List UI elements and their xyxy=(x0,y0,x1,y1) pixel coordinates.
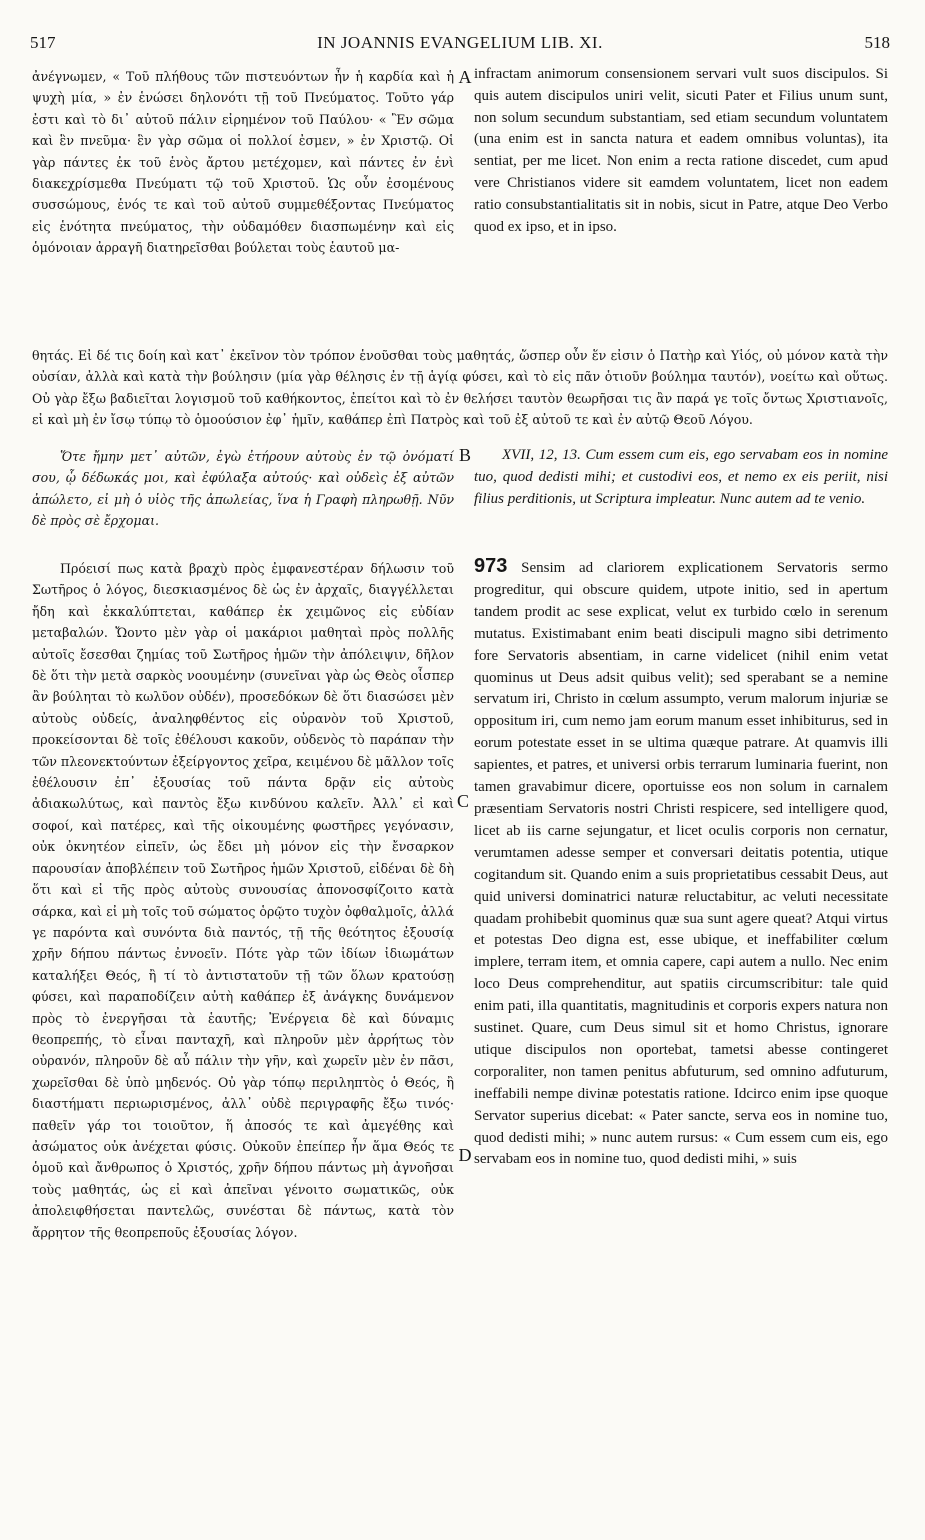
latin-column-upper xyxy=(474,64,888,344)
latin-paragraph-3-text: Sensim ad clariorem explicationem Servatoris sermo progreditur, qui obscure quidem, utpote initio, sed in apertum tandem prodit ac sese explicat, velut ex turbido cœlo in serenum mutatus. Existimabant enim beati discipuli magno sibi detrimento fore Servatoris absentiam, in carne videlicet (nihil enim vetat quominus ut Deus adsit quibus velit); sed sperabant se a nemine servatum iri, Christo in cœlum assumpto, verum malorum injuriæ se oppositum iri, cum nemo jam eorum manum esset inhibiturus, sed in eorum potestate esset in se ultima quæque patrare. At quamvis illi sapientes, et patres, et universi orbis terrarum luminaria fuerint, non tamen gravabimur dicere, oportuisse eos non solum in carnalem præsentiam Servatoris nostri Christi respicere, sed intelligere quod, licet ab iis carne sejungatur, et licet oculis corporis non cernatur, verumtamen adesse semper et conversari deitatis potentia, utique cogitandum sit. Quando enim a suis proprietatibus cessabit Deus, aut quid universi dominatrici naturæ reluctabitur, ac veluti necessitate quadam prohibebit quominus quæ sua sunt agere queat? Atqui virtus et potestas Deo digna est, esse ubique, et ineffabiliter cœlum implere, terram item, et omnia capere, capi autem a nullo. Nec enim loco Deus comprehenditur, aut spatiis circumscribitur: tale quid enim pati, illa quantitatis, magnitudinis et corporis expers natura non sustinet. Quare, cum Deus simul sit et homo Christus, ignorare utique discipulos non oportebat, tametsi abesse contingeret corporaliter, non tamen penitus abfuturum, sed omnino adfuturum, ineffabili nempe divinæ potestatis ratione. Idcirco enim ipse quoque Servator superius dicebat: « Pater sancte, serva eos in nomine tuo, quod dedisti mihi; » nunc autem rursus: « Cum essem cum eis, ego servabam eos in nomine tuo, quod dedisti mihi, » suis xyxy=(474,560,888,1168)
latin-paragraph-3 xyxy=(474,556,888,1171)
latin-commentary xyxy=(474,556,888,1504)
greek-paragraph-3: Πρόεισί πως κατὰ βραχὺ πρὸς ἐμφανεστέραν δήλωσιν τοῦ Σωτῆρος ὁ λόγος, διεσκιασμένος δὲ ὡς ἐν ἀρχαῖς, διαγγέλλεται ἤδη καὶ ἐκκαλύπτεται, καθάπερ ἐκ χειμῶνος εἰς εὐδίαν μεταβαλών. Ὤοντο μὲν γὰρ οἱ μακάριοι μαθηταὶ πρὸς πολλῆς αὐτοῖς ἔσεσθαι ζημίας τοῦ Σωτῆρος ἡμῶν τὴν ἀπόλειψιν, δῆλον δὲ ὅτι τὴν μετὰ σαρκὸς νοουμένην (συνεῖναι γὰρ ὡς Θεὸς οἷσπερ ἂν βούληται τὸ κωλῦον οὐδέν), προσεδόκων δὲ ὅτι διασώσει μὲν αὐτοὺς οὐδείς, ἀναληφθέντος εἰς οὐρανὸν τοῦ Χριστοῦ, προκείσονται δὲ τοῖς ἐθέλουσι κακοῦν, οὐδενὸς τὸ παράπαν τὴν τῶν πλεονεκτούντων ἐξείργοντος χεῖρα, κειμένου δὲ μᾶλλον τοῖς ἐθέλουσιν ἐπ᾿ ἐξουσίας τοῦ πάντα δρᾷν εἰς αὐτοὺς ἀδιακωλύτως, καὶ παντὸς ἔξω κινδύνου καλεῖν. Ἀλλ᾿ εἰ καὶ σοφοί, καὶ πατέρες, καὶ τῆς οἰκουμένης φωστῆρες γεγόνασιν, οὐκ ὀκνητέον εἰπεῖν, ὡς ἔδει μὴ μόνον εἰς τὴν ἔνσαρκον παρουσίαν ἀποβλέπειν τοῦ Σωτῆρος ἡμῶν Χριστοῦ, εἰδέναι δὲ δὴ ὅτι καὶ εἰ τῆς πρὸς αὐτοὺς συνουσίας ἀπονοσφίζοιτο κατὰ σάρκα, καὶ εἰ μὴ τοῖς τοῦ σώματος ὁρῷτο τυχὸν ὀφθαλμοῖς, ἀλλά γε παρόντα καὶ συνόντα διὰ παντός, τῇ τῆς θεότητος ἐξουσίᾳ χρῆν δήπου πάντως ἐννοεῖν. Πότε γὰρ τῶν ἰδίων ἰδιωμάτων καταλήξει Θεός, ἢ τί τὸ ἀντιστατοῦν τῇ τῶν ὅλων κρατούσῃ φύσει, καὶ παραποδίζειν αὐτὴ καθάπερ ἐξ ἀνάγκης δυνάμενον πρὸς τὸ ἐνεργῆσαι τὰ ἑαυτῆς; Ἐνέργεια δὲ καὶ δύναμις θεοπρεπής, τὸ εἶναι πανταχῆ, καὶ πληροῦν μὲν ἀρρήτως τὸν οὐρανόν, πληροῦν δὲ αὖ πάλιν τὴν γῆν, καὶ χωρεῖν μὲν ἐν πᾶσι, χωρεῖσθαι δὲ ὑπὸ μηδενός. Οὐ γὰρ τόπῳ περιληπτὸς ὁ Θεός, ἢ διαστήματι περιωρισμένος, ἀλλ᾿ οὐδὲ περιγραφῆς ἔξω τινός· παθεῖν γάρ τοι τοιοῦτον, ἥ ἀποσός τε καὶ ἀμεγέθης καὶ ἀσώματος οὐκ ἀνέχεται φύσις. Οὐκοῦν ἐπείπερ ἦν ἅμα Θεός τε ὁμοῦ καὶ ἄνθρωπος ὁ Χριστός, χρῆν δήπου πάντως μὴ ἀγνοῆσαι τοὺς μαθητάς, ὡς εἰ καὶ ἀπεῖναι γένοιτο σωματικῶς, οὐκ ἀπολειφθήσεται παντελῶς, συνέσται δὲ πάντως, κατὰ τὸν ἄρρητον τῆς θεοπρεποῦς ἐξουσίας λόγον. xyxy=(32,561,454,1240)
full-width-block xyxy=(32,345,888,443)
greek-commentary xyxy=(32,558,454,1498)
greek-lemma-text: Ὅτε ἤμην μετ᾿ αὐτῶν, ἐγὼ ἐτήρουν αὐτοὺς ἐν τῷ ὀνόματί σου, ᾧ δέδωκάς μοι, καὶ ἐφύλαξα αὐτούς· καὶ οὐδεὶς ἐξ αὐτῶν ἀπώλετο, εἰ μὴ ὁ υἱὸς τῆς ἀπωλείας, ἵνα ἡ Γραφὴ πληρωθῇ. Νῦν δὲ πρὸς σὲ ἔρχομαι. xyxy=(32,449,454,529)
latin-paragraph-1: infractam animorum consensionem servari vult suos discipulos. Si quis autem discipulos uniri velit, sicuti Pater et Filius unum sunt, non solum secundum substantiam, sed etiam secundum voluntatem (una enim est in sancta natura et eadem omnibus voluntas), ita sentiat, per me licet. Non enim a recta ratione discedet, cum apud vere Christianos videre sit eamdem voluntatem, licet non eadem ratio consubstantialitatis sit in nobis, sicut in Patre, atque Deo Verbo quod ex ipso, et in ipso. xyxy=(474,66,888,235)
latin-lemma xyxy=(474,444,888,536)
section-number: 973 xyxy=(474,556,508,577)
left-page-number: 517 xyxy=(30,33,56,52)
greek-column-upper xyxy=(32,66,454,342)
right-page-number: 518 xyxy=(864,33,890,52)
full-width-paragraph: θητάς. Εἰ δέ τις δοίη καὶ κατ᾿ ἐκεῖνον τὸν τρόπον ἑνοῦσθαι τοὺς μαθητάς, ὥσπερ οὖν ἕν εἰσιν ὁ Πατὴρ καὶ Υἱός, οὐ μόνον κατὰ τὴν οὐσίαν, ἀλλὰ καὶ κατὰ τὴν βούλησιν (μία γὰρ θέλησις ἐν τῇ ἁγίᾳ φύσει, καὶ τὸ εἰς πᾶν ὁτιοῦν βούλημα ταυτόν), νοείτω καὶ οὕτως. Οὐ γὰρ ἔξω βαδιεῖται λογισμοῦ τοῦ καθήκοντος, ἐπείτοι καὶ τὸ ἐν θελήσει ταυτὸν θεωρῆσαι τις ἂν παρά γε τοῖς ὄντως Χριστιανοῖς, εἰ καὶ μὴ ἐν ἴσῳ τύπῳ τὸ ὁμοούσιον ἐφ᾿ ἡμῖν, καθάπερ ἐπὶ Πατρὸς καὶ τοῦ ἐξ αὐτοῦ τε καὶ ἐν αὐτῷ Θεοῦ Λόγου. xyxy=(32,348,888,428)
margin-letter-d: D xyxy=(458,1145,472,1165)
running-header xyxy=(30,33,890,59)
greek-paragraph-1: ἀνέγνωμεν, « Τοῦ πλήθους τῶν πιστευόντων ἦν ἡ καρδία καὶ ἡ ψυχὴ μία, » ἐν ἑνώσει δηλονότι τῇ τοῦ Πνεύματος. Τοῦτο γάρ ἐστι καὶ τὸ δι᾿ αὐτοῦ πάλιν εἰρημένον τοῦ Παύλου· « Ἓν σῶμα καὶ ἓν πνεῦμα· ἓν γὰρ σῶμα οἱ πολλοί ἐσμεν, » ἐν Χριστῷ. Οἱ γὰρ πάντες ἐκ τοῦ ἑνὸς ἄρτου μετέχομεν, καὶ πάντες ἐν ἑνὶ διακεχρίσμεθα Πνεύματι τῷ τοῦ Χριστοῦ. Ὡς οὖν ἐσομένους συσσώμους, ἑνός τε καὶ τοῦ αὐτοῦ συμμεθέξοντας Πνεύματος εἰς ἑνότητα πνεύματος, τὴν οὐδαμόθεν διασπωμένην καὶ εἰς ὁμόνοιαν ἀρραγῆ διατηρεῖσθαι βούλεται τοὺς ἑαυτοῦ μα- xyxy=(32,69,454,256)
greek-lemma xyxy=(32,446,454,554)
margin-letter-a: A xyxy=(458,67,472,87)
margin-letter-b: B xyxy=(458,445,471,465)
latin-lemma-text: XVII, 12, 13. Cum essem cum eis, ego servabam eos in nomine tuo, quod dedisti mihi; et custodivi eos, et nemo ex eis periit, nisi filius perditionis, ut Scriptura impleatur. Nunc autem ad te venio. xyxy=(474,447,888,507)
margin-letter-c: C xyxy=(456,791,469,811)
running-title: IN JOANNIS EVANGELIUM LIB. XI. xyxy=(317,33,603,52)
